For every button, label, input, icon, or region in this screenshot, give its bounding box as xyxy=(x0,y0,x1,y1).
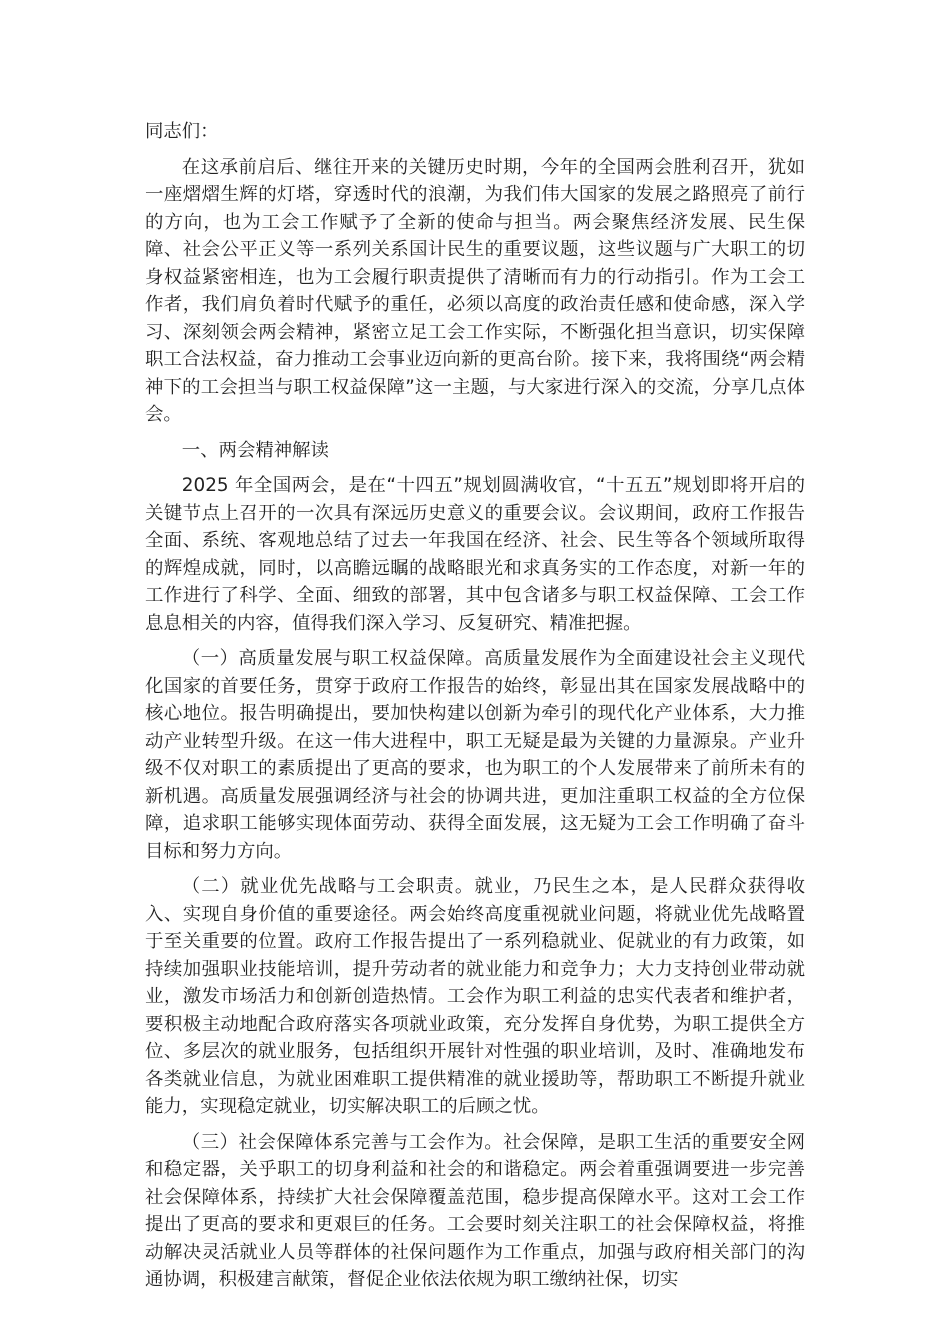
greeting: 同志们： xyxy=(145,121,219,142)
paragraph-2025-two-sessions: 2025 年全国两会，是在“十四五”规划圆满收官，“十五五”规划即将开启的关键节点上召开的一次具有深远历史意义的重要会议。会议期间，政府工作报告全面、系统、客观地总结了过去一年我国在经济、社会、民生等各个领域所取得的辉煌成就，同时，以高瞻远瞩的战略眼光和求真务实的工作态度，对新一年的工作进行了科学、全面、细致的部署，其中包含诸多与职工权益保障、工会工作息息相关的内容，值得我们深入学习、反复研究、精准把握。 xyxy=(145,475,805,634)
paragraph-high-quality-development: （一）高质量发展与职工权益保障。高质量发展作为全面建设社会主义现代化国家的首要任务，贯穿于政府工作报告的始终，彰显出其在国家发展战略中的核心地位。报告明确提出，要加快构建以创新为牵引的现代化产业体系，大力推动产业转型升级。在这一伟大进程中，职工无疑是最为关键的力量源泉。产业升级不仅对职工的素质提出了更高的要求，也为职工的个人发展带来了前所未有的新机遇。高质量发展强调经济与社会的协调共进，更加注重职工权益的全方位保障，追求职工能够实现体面劳动、获得全面发展，这无疑为工会工作明确了奋斗目标和努力方向。 xyxy=(145,648,805,862)
intro-paragraph: 在这承前启后、继往开来的关键历史时期，今年的全国两会胜利召开，犹如一座熠熠生辉的灯塔，穿透时代的浪潮，为我们伟大国家的发展之路照亮了前行的方向，也为工会工作赋予了全新的使命与担当。两会聚焦经济发展、民生保障、社会公平正义等一系列关系国计民生的重要议题，这些议题与广大职工的切身权益紧密相连，也为工会履行职责提供了清晰而有力的行动指引。作为工会工作者，我们肩负着时代赋予的重任，必须以高度的政治责任感和使命感，深入学习、深刻领会两会精神，紧密立足工会工作实际，不断强化担当意识，切实保障职工合法权益，奋力推动工会事业迈向新的更高台阶。接下来，我将围绕“两会精神下的工会担当与职工权益保障”这一主题，与大家进行深入的交流，分享几点体会。 xyxy=(145,156,805,425)
paragraph-employment-priority: （二）就业优先战略与工会职责。就业，乃民生之本，是人民群众获得收入、实现自身价值的重要途径。两会始终高度重视就业问题，将就业优先战略置于至关重要的位置。政府工作报告提出了一系列稳就业、促就业的有力政策，如持续加强职业技能培训，提升劳动者的就业能力和竞争力；大力支持创业带动就业，激发市场活力和创新创造热情。工会作为职工利益的忠实代表者和维护者，要积极主动地配合政府落实各项就业政策，充分发挥自身优势，为职工提供全方位、多层次的就业服务，包括组织开展针对性强的职业培训，及时、准确地发布各类就业信息，为就业困难职工提供精准的就业援助等，帮助职工不断提升就业能力，实现稳定就业，切实解决职工的后顾之忧。 xyxy=(145,876,805,1117)
section-heading-1: 一、两会精神解读 xyxy=(181,439,329,461)
document-body xyxy=(145,118,805,1294)
paragraph-social-security: （三）社会保障体系完善与工会作为。社会保障，是职工生活的重要安全网和稳定器，关乎职工的切身利益和社会的和谐稳定。两会着重强调要进一步完善社会保障体系，持续扩大社会保障覆盖范围，稳步提高保障水平。这对工会工作提出了更高的要求和更艰巨的任务。工会要时刻关注职工的社会保障权益，将推动解决灵活就业人员等群体的社保问题作为工作重点，加强与政府相关部门的沟通协调，积极建言献策，督促企业依法依规为职工缴纳社保，切实 xyxy=(145,1131,805,1290)
